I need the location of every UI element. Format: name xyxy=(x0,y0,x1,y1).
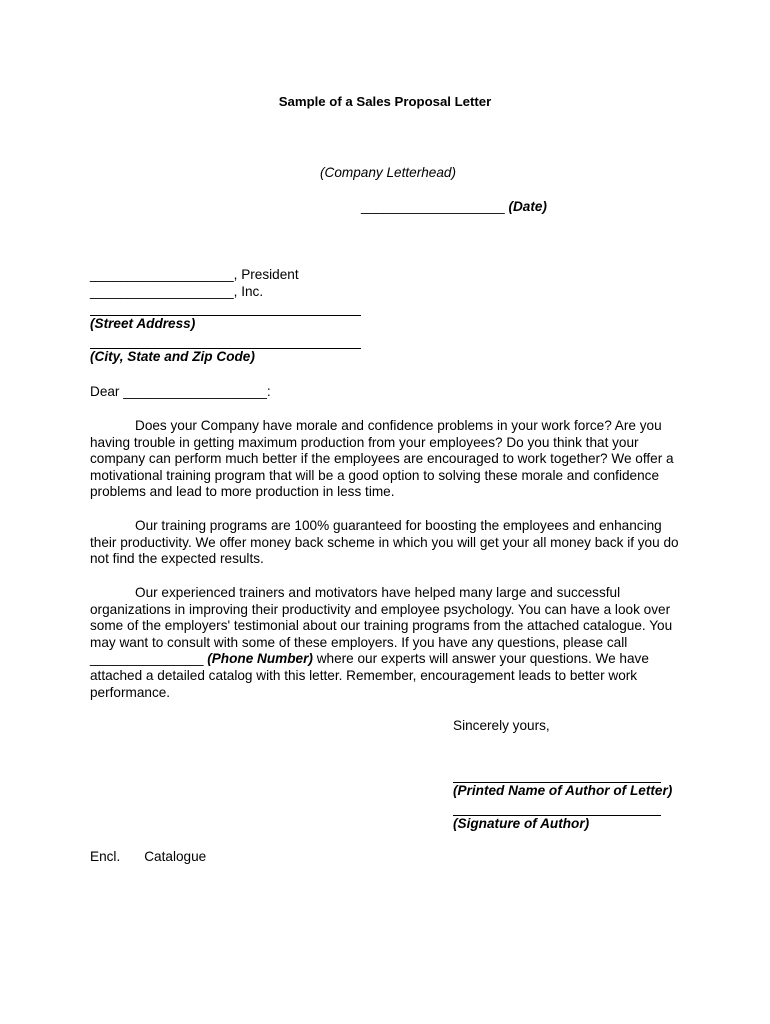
date-line xyxy=(361,199,547,216)
salutation-prefix: Dear xyxy=(90,384,124,399)
salutation-blank: ___________________ xyxy=(123,384,267,399)
company-line xyxy=(90,284,263,301)
paragraph-3-text: Our experienced trainers and motivators have helped many large and successful organizations in improving their productivity and employee psychology. You can have a look over some of the employers' testimonial about our training programs from the attached catalogue. You may want to consult with some of these employers. If you have any questions, please call xyxy=(90,585,673,650)
closing: Sincerely yours, xyxy=(453,718,550,733)
city-state-zip-label: (City, State and Zip Code) xyxy=(90,349,255,364)
company-suffix: , Inc. xyxy=(233,284,264,299)
body-paragraph xyxy=(90,418,680,501)
company-blank: ___________________ xyxy=(90,284,234,299)
paragraph-2-text: Our training programs are 100% guaranteed for boosting the employees and enhancing their productivity. We offer money back scheme in which you will get your all money back if you do not find the expected results. xyxy=(90,518,679,567)
date-label: (Date) xyxy=(508,199,547,214)
salutation-suffix: : xyxy=(266,384,271,399)
street-address-label: (Street Address) xyxy=(90,316,196,331)
president-line xyxy=(90,267,299,284)
company-letterhead-placeholder: (Company Letterhead) xyxy=(319,165,456,180)
phone-blank: _______________ xyxy=(90,651,204,667)
enclosure-value: Catalogue xyxy=(144,849,207,864)
signature-label: (Signature of Author) xyxy=(453,816,590,831)
paragraph-1-text: Does your Company have morale and confidence problems in your work force? Are you having trouble in getting maximum production from your employees? Do you think that your company can perform much better if the employees are encouraged to work together? We offer a motivational training program that will be a good option to solving these morale and confidence problems and lead to more production in less time. xyxy=(90,418,674,500)
paragraph-3-text-end: where our experts will answer your questions. We have attached a detailed catalog with this letter. Remember, encouragement leads to better work performance. xyxy=(90,651,649,700)
document-title: Sample of a Sales Proposal Letter xyxy=(278,94,492,109)
body-paragraph xyxy=(90,518,680,568)
phone-number-label: (Phone Number) xyxy=(207,651,313,667)
printed-name-label: (Printed Name of Author of Letter) xyxy=(453,783,673,798)
date-blank: ___________________ xyxy=(361,199,505,214)
enclosure-line xyxy=(90,849,206,866)
president-blank: ___________________ xyxy=(90,267,234,282)
salutation xyxy=(90,384,271,401)
body-paragraph xyxy=(90,585,680,701)
enclosure-label: Encl. xyxy=(90,849,121,864)
president-suffix: , President xyxy=(233,267,299,282)
